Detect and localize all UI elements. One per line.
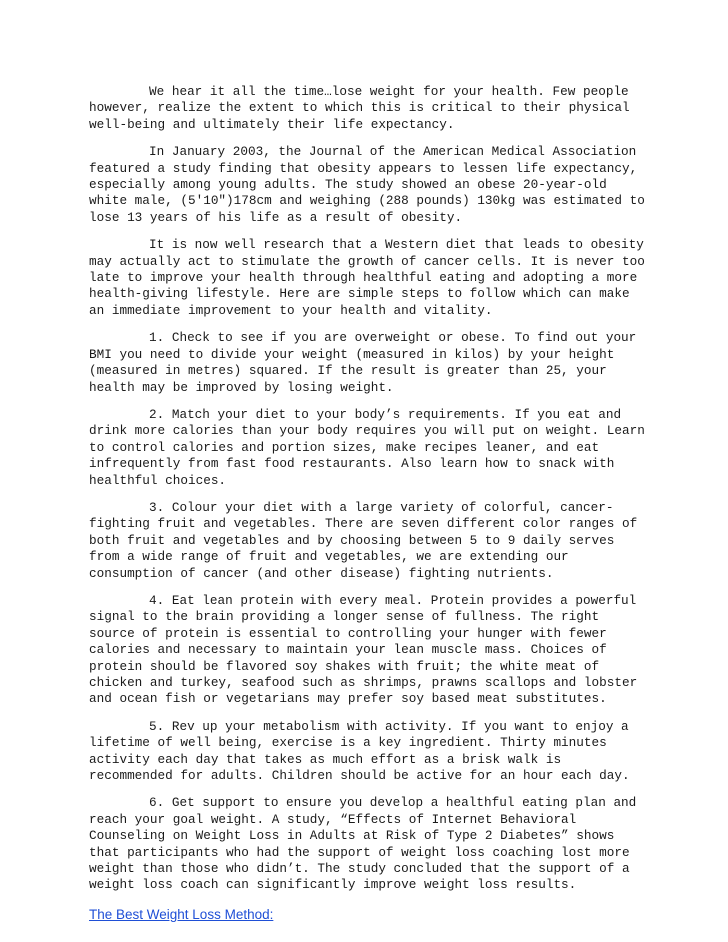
step-6-paragraph: 6. Get support to ensure you develop a healthful eating plan and reach your goal weight. A study, “Effects of Internet Behavioral Counseling on Weight Loss in Adults at Risk of Type 2 Diabetes” shows that participants who had the support of weight loss coaching lost more weight than those who didn’t. The study concluded that the support of a weight loss coach can significantly improve weight loss results.: [89, 795, 637, 893]
step-2-paragraph: 2. Match your diet to your body’s requirements. If you eat and drink more calories than your body requires you will put on weight. Learn to control calories and portion sizes, make recipes leaner, and eat infrequently from fast food restaurants. Also learn how to snack with healthful choices.: [89, 406, 645, 488]
document-page: [89, 84, 649, 924]
step-4-paragraph: 4. Eat lean protein with every meal. Protein provides a powerful signal to the brain providing a longer sense of fullness. The right source of protein is essential to controlling your hunger with fewer calories and necessary to maintain your lean muscle mass. Choices of protein should be flavored soy shakes with fruit; the white meat of chicken and turkey, seafood such as shrimps, prawns scallops and lobster and ocean fish or vegetarians may prefer soy based meat substitutes.: [89, 592, 638, 707]
best-weight-loss-method-link[interactable]: The Best Weight Loss Method:: [89, 906, 274, 922]
western-diet-paragraph: It is now well research that a Western diet that leads to obesity may actually act to stimulate the growth of cancer cells. It is never too late to improve your health through healthful eating and adopting a more health-giving lifestyle. Here are simple steps to follow which can make an immediate improvement to your health and vitality.: [89, 237, 645, 318]
step-1-paragraph: 1. Check to see if you are overweight or obese. To find out your BMI you need to divide your weight (measured in kilos) by your height (measured in metres) squared. If the result is greater than 25, your health may be improved by losing weight.: [89, 330, 637, 395]
intro-paragraph: We hear it all the time…lose weight for your health. Few people however, realize the extent to which this is critical to their physical well-being and ultimately their life expectancy.: [89, 84, 630, 132]
step-3-paragraph: 3. Colour your diet with a large variety of colorful, cancer-fighting fruit and vegetables. There are seven different color ranges of both fruit and vegetables and by choosing between 5 to 9 daily serves from a wide range of fruit and vegetables, we are extending our consumption of cancer (and other disease) fighting nutrients.: [89, 499, 638, 581]
step-5-paragraph: 5. Rev up your metabolism with activity. If you want to enjoy a lifetime of well being, exercise is a key ingredient. Thirty minutes activity each day that takes as much effort as a brisk walk is recommended for adults. Children should be active for an hour each day.: [89, 718, 630, 784]
jama-study-paragraph: In January 2003, the Journal of the American Medical Association featured a study finding that obesity appears to lessen life expectancy, especially among young adults. The study showed an obese 20-year-old white male, (5'10")178cm and weighing (288 pounds) 130kg was estimated to lose 13 years of his life as a result of obesity.: [89, 144, 645, 225]
